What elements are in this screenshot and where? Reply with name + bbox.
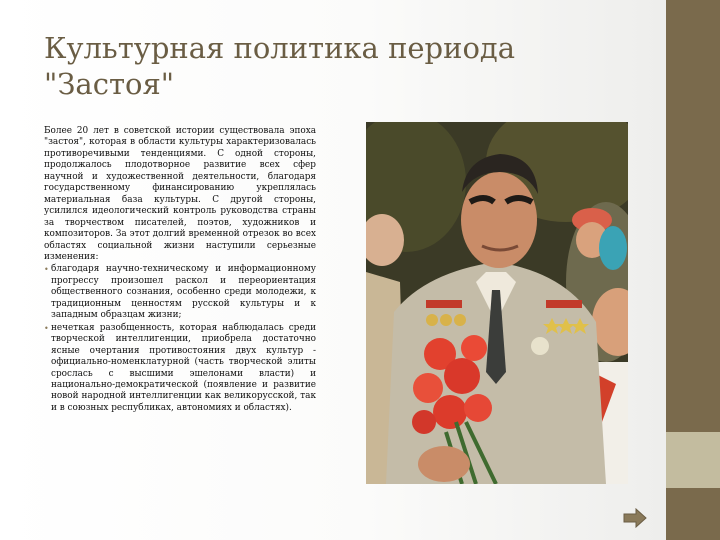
slide-title-line-1: Культурная политика периода	[44, 31, 516, 65]
slide-title	[44, 30, 644, 102]
next-slide-button[interactable]	[622, 508, 648, 528]
bullet-icon: •	[44, 265, 49, 275]
slide-body	[44, 126, 316, 415]
portrait-photo-illustration	[366, 122, 628, 484]
bullet-text: благодаря научно-техническому и информационному прогрессу произошел раскол и переориентация общественного сознания, особенно среди молодежи, к традиционным ценностям русской культуры и к западным образцам жизни;	[51, 264, 316, 321]
intro-paragraph: Более 20 лет в советской истории существовала эпоха "застоя", которая в области культуры характеризовалась противоречивыми тенденциями. С одной стороны, продолжалось плодотворное развитие всех сфер научной и художественной деятельности, благодаря государственному финансированию укреплялась материальная база культуры. С другой стороны, усилился идеологический контроль руководства страны за творчеством писателей, поэтов, художников и композиторов. За этот долгий временной отрезок во всех областях социальной жизни наступили серьезные изменения:	[44, 126, 316, 262]
slide-title-line-2: "Застоя"	[44, 67, 175, 101]
next-arrow-icon	[622, 508, 648, 528]
bullet-icon: •	[44, 323, 49, 333]
portrait-photo	[366, 122, 628, 484]
bullet-list	[44, 264, 316, 414]
bullet-item	[44, 323, 316, 415]
bullet-item	[44, 264, 316, 321]
side-bar-accent	[666, 432, 720, 488]
bullet-text: нечеткая разобщенность, которая наблюдалась среди творческой интеллигенции, приобрела достаточно ясные очертания противостояния двух культур - официально-номенклатурной (часть творческой элиты срослась с высшими эшелонами власти) и национально-демократической (появление и развитие новой народной интеллигенции как великорусской, так и в союзных республиках, автономиях и областях).	[51, 322, 316, 413]
